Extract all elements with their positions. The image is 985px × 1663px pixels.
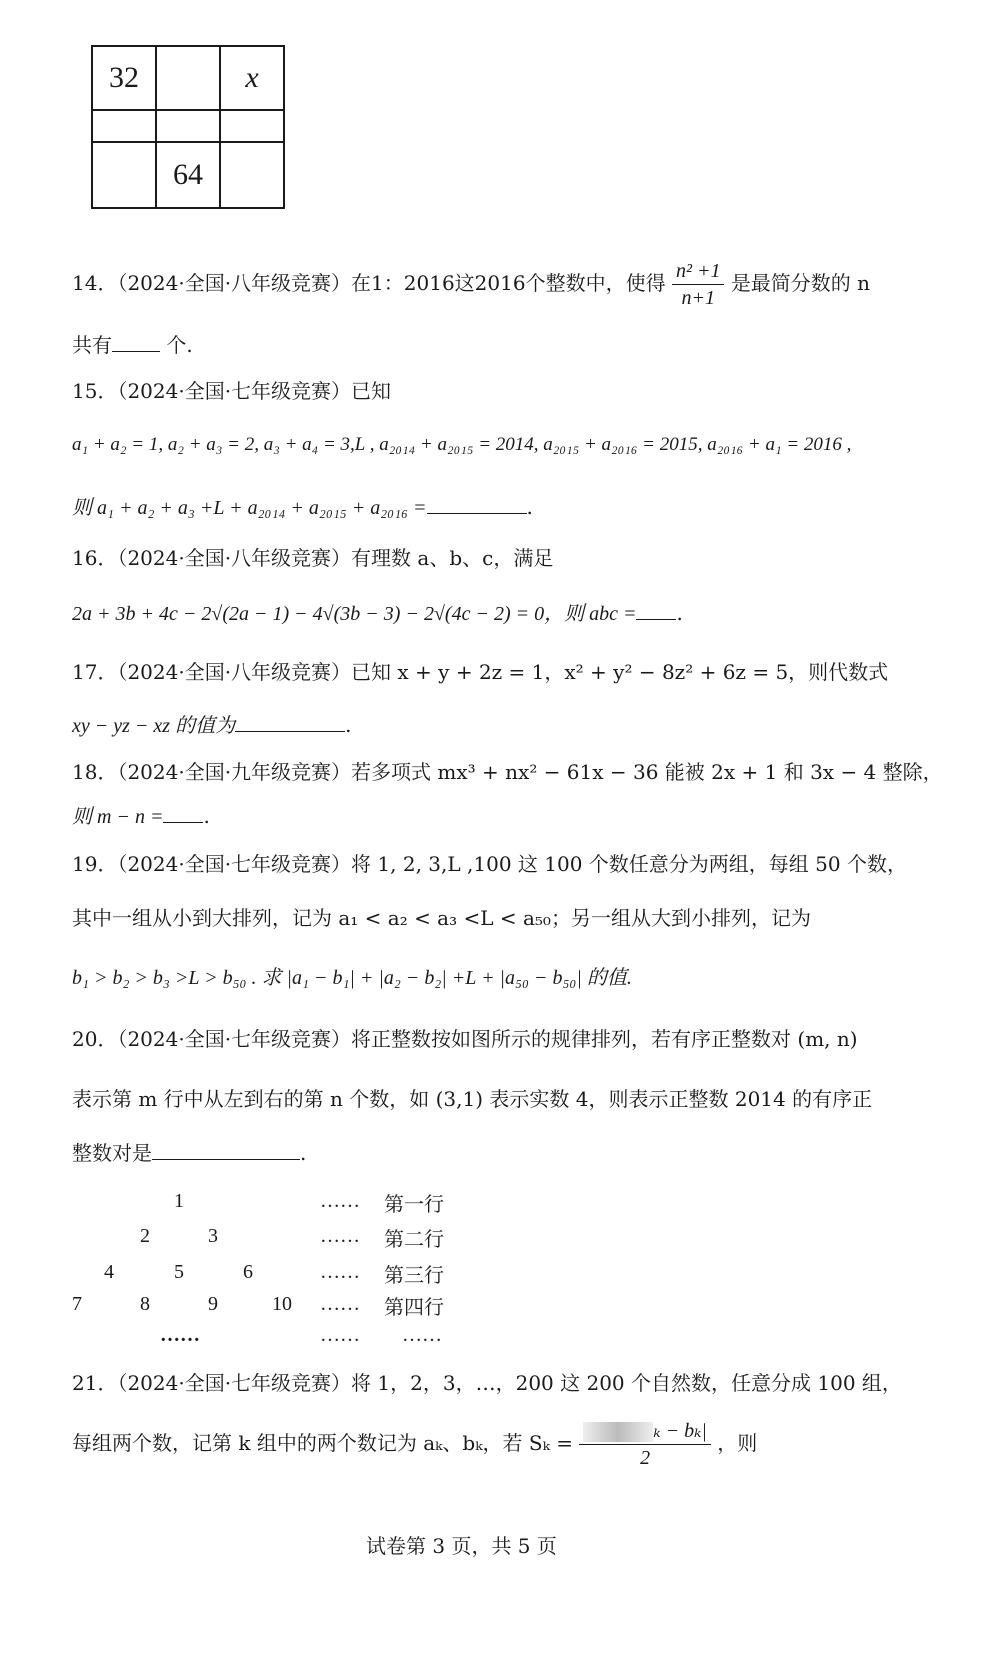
triangle-number: 5 bbox=[174, 1261, 184, 1283]
triangle-row-label: 第二行 bbox=[384, 1229, 444, 1251]
number-grid bbox=[91, 45, 285, 209]
q17-line2-text: xy − yz − xz 的值为 bbox=[72, 715, 236, 737]
answer-blank bbox=[427, 495, 527, 514]
q18-line2-end: . bbox=[203, 804, 210, 828]
q20-line3-end: . bbox=[300, 1141, 307, 1165]
triangle-number: 1 bbox=[174, 1190, 184, 1212]
answer-blank bbox=[235, 713, 345, 732]
question-14 bbox=[72, 258, 870, 311]
q21-frac-den: 2 bbox=[640, 1447, 651, 1469]
question-19: 19．（2024·全国·七年级竞赛）将 1, 2, 3,L ,100 这 100 个数任意分为两组，每组 50 个数， bbox=[72, 852, 907, 876]
q21-line2-text: 每组两个数，记第 k 组中的两个数记为 aₖ、bₖ，若 Sₖ = bbox=[72, 1431, 573, 1455]
triangle-row-label: 第三行 bbox=[384, 1265, 444, 1287]
triangle-number: 3 bbox=[208, 1225, 218, 1247]
question-18: 18．（2024·全国·九年级竞赛）若多项式 mx³ + nx² − 61x − 36 能被 2x + 1 和 3x − 4 整除， bbox=[72, 760, 943, 784]
q14-frac-den: n+1 bbox=[681, 287, 715, 309]
triangle-number: 6 bbox=[243, 1261, 253, 1283]
triangle-dots: …… bbox=[320, 1293, 360, 1315]
q14-line2-text: 共有 bbox=[72, 333, 112, 357]
triangle-number: 8 bbox=[140, 1293, 150, 1315]
q18-line2-text: 则 m − n = bbox=[72, 806, 164, 828]
q16-line2-end: . bbox=[676, 601, 683, 625]
triangle-number: 2 bbox=[140, 1225, 150, 1247]
grid-cell bbox=[156, 110, 220, 142]
triangle-ellipsis: …… bbox=[160, 1324, 200, 1346]
triangle-ellipsis: …… bbox=[320, 1324, 360, 1346]
grid-cell bbox=[92, 110, 156, 142]
q21-frac-num bbox=[579, 1418, 711, 1445]
triangle-row-label: 第一行 bbox=[384, 1194, 444, 1216]
question-14-line2 bbox=[72, 332, 193, 358]
question-15: 15．（2024·全国·七年级竞赛）已知 bbox=[72, 379, 392, 403]
question-17: 17．（2024·全国·八年级竞赛）已知 x + y + 2z = 1，x² + y² − 8z² + 6z = 5，则代数式 bbox=[72, 660, 889, 684]
question-19-line3: b₁ > b₂ > b₃ >L > b₅₀ . 求 |a₁ − b₁| + |a₂ − b₂| +L + |a₅₀ − b₅₀| 的值. bbox=[72, 967, 632, 989]
grid-cell: x bbox=[220, 46, 284, 110]
q21-frac-num-text: ₖ − bₖ| bbox=[653, 1420, 707, 1442]
triangle-dots: …… bbox=[320, 1261, 360, 1283]
page-footer: 试卷第 3 页，共 5 页 bbox=[366, 1534, 557, 1558]
grid-cell bbox=[92, 142, 156, 208]
q14-line2-end: 个. bbox=[160, 333, 193, 357]
question-16: 16．（2024·全国·八年级竞赛）有理数 a、b、c，满足 bbox=[72, 546, 554, 570]
triangle-number: 10 bbox=[272, 1293, 292, 1315]
blurred-region bbox=[583, 1422, 653, 1442]
triangle-dots: …… bbox=[320, 1190, 360, 1212]
question-19-line2: 其中一组从小到大排列，记为 a₁ < a₂ < a₃ <L < a₅₀；另一组从大到小排列，记为 bbox=[72, 906, 811, 930]
triangle-number: 9 bbox=[208, 1293, 218, 1315]
q14-suffix: 是最简分数的 n bbox=[730, 271, 871, 295]
grid-cell: 32 bbox=[92, 46, 156, 110]
question-17-line2 bbox=[72, 712, 351, 739]
q21-fraction bbox=[579, 1418, 711, 1471]
q16-line2-text: 2a + 3b + 4c − 2√(2a − 1) − 4√(3b − 3) − 2√(4c − 2) = 0，则 abc = bbox=[72, 603, 637, 625]
question-20-line3 bbox=[72, 1140, 306, 1166]
question-16-line2 bbox=[72, 600, 683, 627]
q20-line3-text: 整数对是 bbox=[72, 1141, 152, 1165]
q17-line2-end: . bbox=[345, 713, 352, 737]
question-21-line2 bbox=[72, 1418, 757, 1471]
triangle-row-label: 第四行 bbox=[384, 1297, 444, 1319]
question-18-line2 bbox=[72, 803, 210, 830]
q15-line3-text: 则 a₁ + a₂ + a₃ +L + a₂₀₁₄ + a₂₀₁₅ + a₂₀₁₆ = bbox=[72, 497, 427, 519]
question-21: 21．（2024·全国·七年级竞赛）将 1，2，3，…，200 这 200 个自然数，任意分成 100 组， bbox=[72, 1371, 902, 1395]
q14-fraction bbox=[672, 258, 725, 311]
q21-line2-end: ，则 bbox=[717, 1431, 758, 1455]
triangle-number: 7 bbox=[72, 1293, 82, 1315]
triangle-ellipsis: …… bbox=[402, 1324, 442, 1346]
answer-blank bbox=[112, 333, 160, 352]
grid-cell bbox=[220, 142, 284, 208]
q14-frac-num: n² +1 bbox=[672, 258, 725, 285]
answer-blank bbox=[636, 601, 676, 620]
question-20: 20．（2024·全国·七年级竞赛）将正整数按如图所示的规律排列，若有序正整数对 (m, n) bbox=[72, 1027, 858, 1051]
grid-cell bbox=[220, 110, 284, 142]
grid-cell: 64 bbox=[156, 142, 220, 208]
question-15-line3 bbox=[72, 494, 533, 521]
triangle-dots: …… bbox=[320, 1225, 360, 1247]
grid-cell bbox=[156, 46, 220, 110]
triangle-number: 4 bbox=[104, 1261, 114, 1283]
q15-line3-end: . bbox=[526, 495, 533, 519]
answer-blank bbox=[152, 1141, 300, 1160]
q14-text: 14．（2024·全国·八年级竞赛）在1：2016这2016个整数中，使得 bbox=[72, 271, 666, 295]
question-20-line2: 表示第 m 行中从左到右的第 n 个数，如 (3,1) 表示实数 4，则表示正整数 2014 的有序正 bbox=[72, 1087, 873, 1111]
answer-blank bbox=[163, 804, 203, 823]
question-15-line2: a₁ + a₂ = 1, a₂ + a₃ = 2, a₃ + a₄ = 3,L , a₂₀₁₄ + a₂₀₁₅ = 2014, a₂₀₁₅ + a₂₀₁₆ = 2015, a₂₀₁₆ + a₁ = 2016 , bbox=[72, 434, 852, 455]
